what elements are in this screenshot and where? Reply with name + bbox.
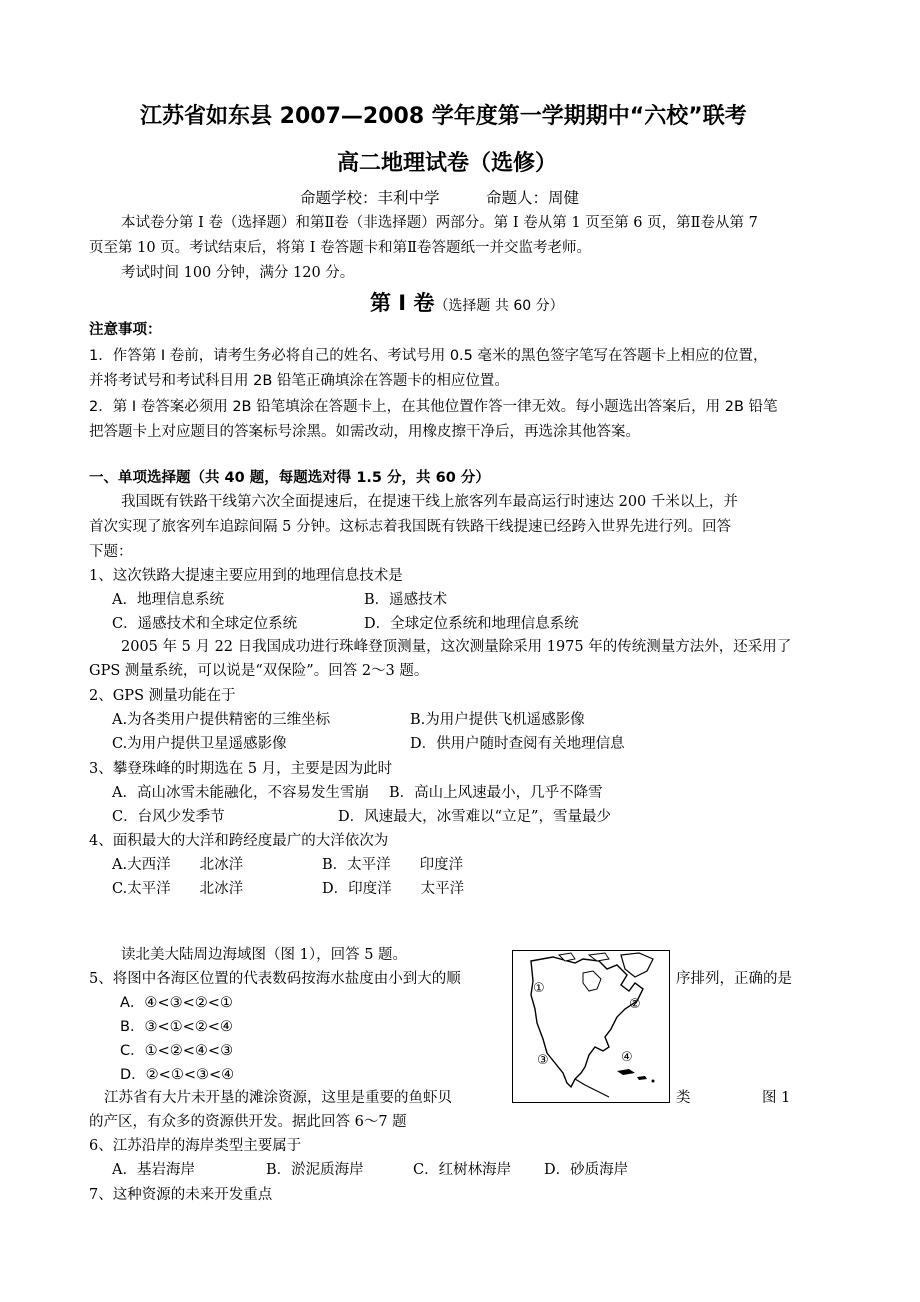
north-america-map-figure [512,950,670,1103]
note-1a: 1．作答第 I 卷前，请考生务必将自己的姓名、考试号用 0.5 毫米的黑色签字笔写在答题卡上相应的位置， [89,348,768,364]
central-america [575,1079,609,1097]
caribbean-island [652,1080,655,1083]
context-4a: 江苏省有大片未开垦的滩涂资源，这里是重要的鱼虾贝 [104,1090,452,1106]
q1-option-b: B．遥感技术 [364,592,448,608]
intro-line-3: 考试时间 100 分钟，满分 120 分。 [121,265,355,281]
question-1: 1、这次铁路大提速主要应用到的地理信息技术是 [89,568,403,584]
marker-3: ③ [537,1053,549,1068]
section-heading-sub: （选择题 共 60 分） [434,298,564,314]
q4-option-d: D．印度洋 太平洋 [322,881,465,897]
q3-option-a: A．高山冰雪未能融化，不容易发生雪崩 [112,785,369,801]
q2-option-b: B.为用户提供飞机遥感影像 [410,712,585,728]
q1-option-d: D．全球定位系统和地理信息系统 [364,616,579,632]
part1-heading: 一、单项选择题（共 40 题，每题选对得 1.5 分，共 60 分） [89,470,490,486]
question-7: 7、这种资源的未来开发重点 [89,1187,273,1203]
q4-option-b: B．太平洋 印度洋 [322,857,464,873]
q2-option-c: C.为用户提供卫星遥感影像 [112,736,287,752]
context-2a: 2005 年 5 月 22 日我国成功进行珠峰登顶测量，这次测量除采用 1975 年的传统测量方法外，还采用了 [121,639,792,655]
q2-option-a: A.为各类用户提供精密的三维坐标 [112,712,331,728]
section-heading [370,287,564,317]
context-1a: 我国既有铁路干线第六次全面提速后，在提速干线上旅客列车最高运行时速达 200 千米以上，并 [121,494,738,510]
context-4a-end: 类 [676,1090,691,1106]
caribbean-island [617,1069,635,1075]
question-6: 6、江苏沿岸的海岸类型主要属于 [89,1138,302,1154]
q5-option-d: D．②<①<③<④ [120,1067,235,1083]
q6-option-a: A．基岩海岸 [112,1162,195,1178]
marker-2: ② [629,997,641,1012]
intro-line-1: 本试卷分第 I 卷（选择题）和第Ⅱ卷（非选择题）两部分。第 I 卷从第 1 页至第 6 页，第Ⅱ卷从第 7 [121,215,758,231]
figure-label: 图 1 [762,1090,791,1106]
q4-option-c: C.太平洋 北冰洋 [112,881,244,897]
author-line: 命题学校：丰利中学 命题人：周健 [300,189,580,207]
q5-option-a: A．④<③<②<① [120,995,233,1011]
question-5-end: 序排列，正确的是 [676,971,792,987]
q5-option-b: B．③<①<②<④ [120,1019,233,1035]
q3-option-c: C．台风少发季节 [112,809,225,825]
q6-option-b: B．淤泥质海岸 [266,1162,364,1178]
question-3: 3、攀登珠峰的时期选在 5 月，主要是因为此时 [89,761,393,777]
q1-option-a: A．地理信息系统 [112,592,224,608]
note-2a: 2．第 I 卷答案必须用 2B 铅笔填涂在答题卡上，在其他位置作答一律无效。每小题选出答案后，用 2B 铅笔 [89,399,778,415]
context-1b: 首次实现了旅客列车追踪间隔 5 分钟。这标志着我国既有铁路干线提速已经跨入世界先进行列。回答 [89,519,731,535]
question-4: 4、面积最大的大洋和跨经度最广的大洋依次为 [89,833,389,849]
question-2: 2、GPS 测量功能在于 [89,688,236,704]
q3-option-d: D．风速最大，冰雪难以“立足”，雪量最少 [338,809,611,825]
question-5-start: 5、将图中各海区位置的代表数码按海水盐度由小到大的顺 [89,971,461,987]
q1-option-c: C．遥感技术和全球定位系统 [112,616,298,632]
q6-option-c: C．红树林海岸 [413,1162,512,1178]
caribbean-island [637,1076,647,1080]
marker-4: ④ [621,1050,633,1065]
intro-line-2: 页至第 10 页。考试结束后，将第 I 卷答题卡和第Ⅱ卷答题纸一并交监考老师。 [89,240,591,256]
exam-title: 江苏省如东县 2007—2008 学年度第一学期期中“六校”联考 [140,104,747,129]
marker-1: ① [533,981,545,996]
q3-option-b: B．高山上风速最小，几乎不降雪 [389,785,603,801]
note-2b: 把答题卡上对应题目的答案标号涂黑。如需改动，用橡皮擦干净后，再选涂其他答案。 [89,424,640,440]
q2-option-d: D．供用户随时查阅有关地理信息 [410,736,625,752]
note-1b: 并将考试号和考试科目用 2B 铅笔正确填涂在答题卡的相应位置。 [89,373,509,389]
notes-heading: 注意事项： [89,322,162,338]
north-america-map [513,951,668,1101]
q5-option-c: C．①<②<④<③ [120,1043,234,1059]
context-3: 读北美大陆周边海域图（图 1），回答 5 题。 [121,947,408,963]
exam-subtitle: 高二地理试卷（选修） [337,151,558,176]
section-heading-main: 第 I 卷 [370,291,435,315]
context-4b: 的产区，有众多的资源供开发。据此回答 6～7 题 [89,1114,407,1130]
q6-option-d: D．砂质海岸 [544,1162,629,1178]
context-2b: GPS 测量系统，可以说是“双保险”。回答 2～3 题。 [89,663,429,679]
q4-option-a: A.大西洋 北冰洋 [112,857,244,873]
context-1c: 下题： [89,544,133,560]
